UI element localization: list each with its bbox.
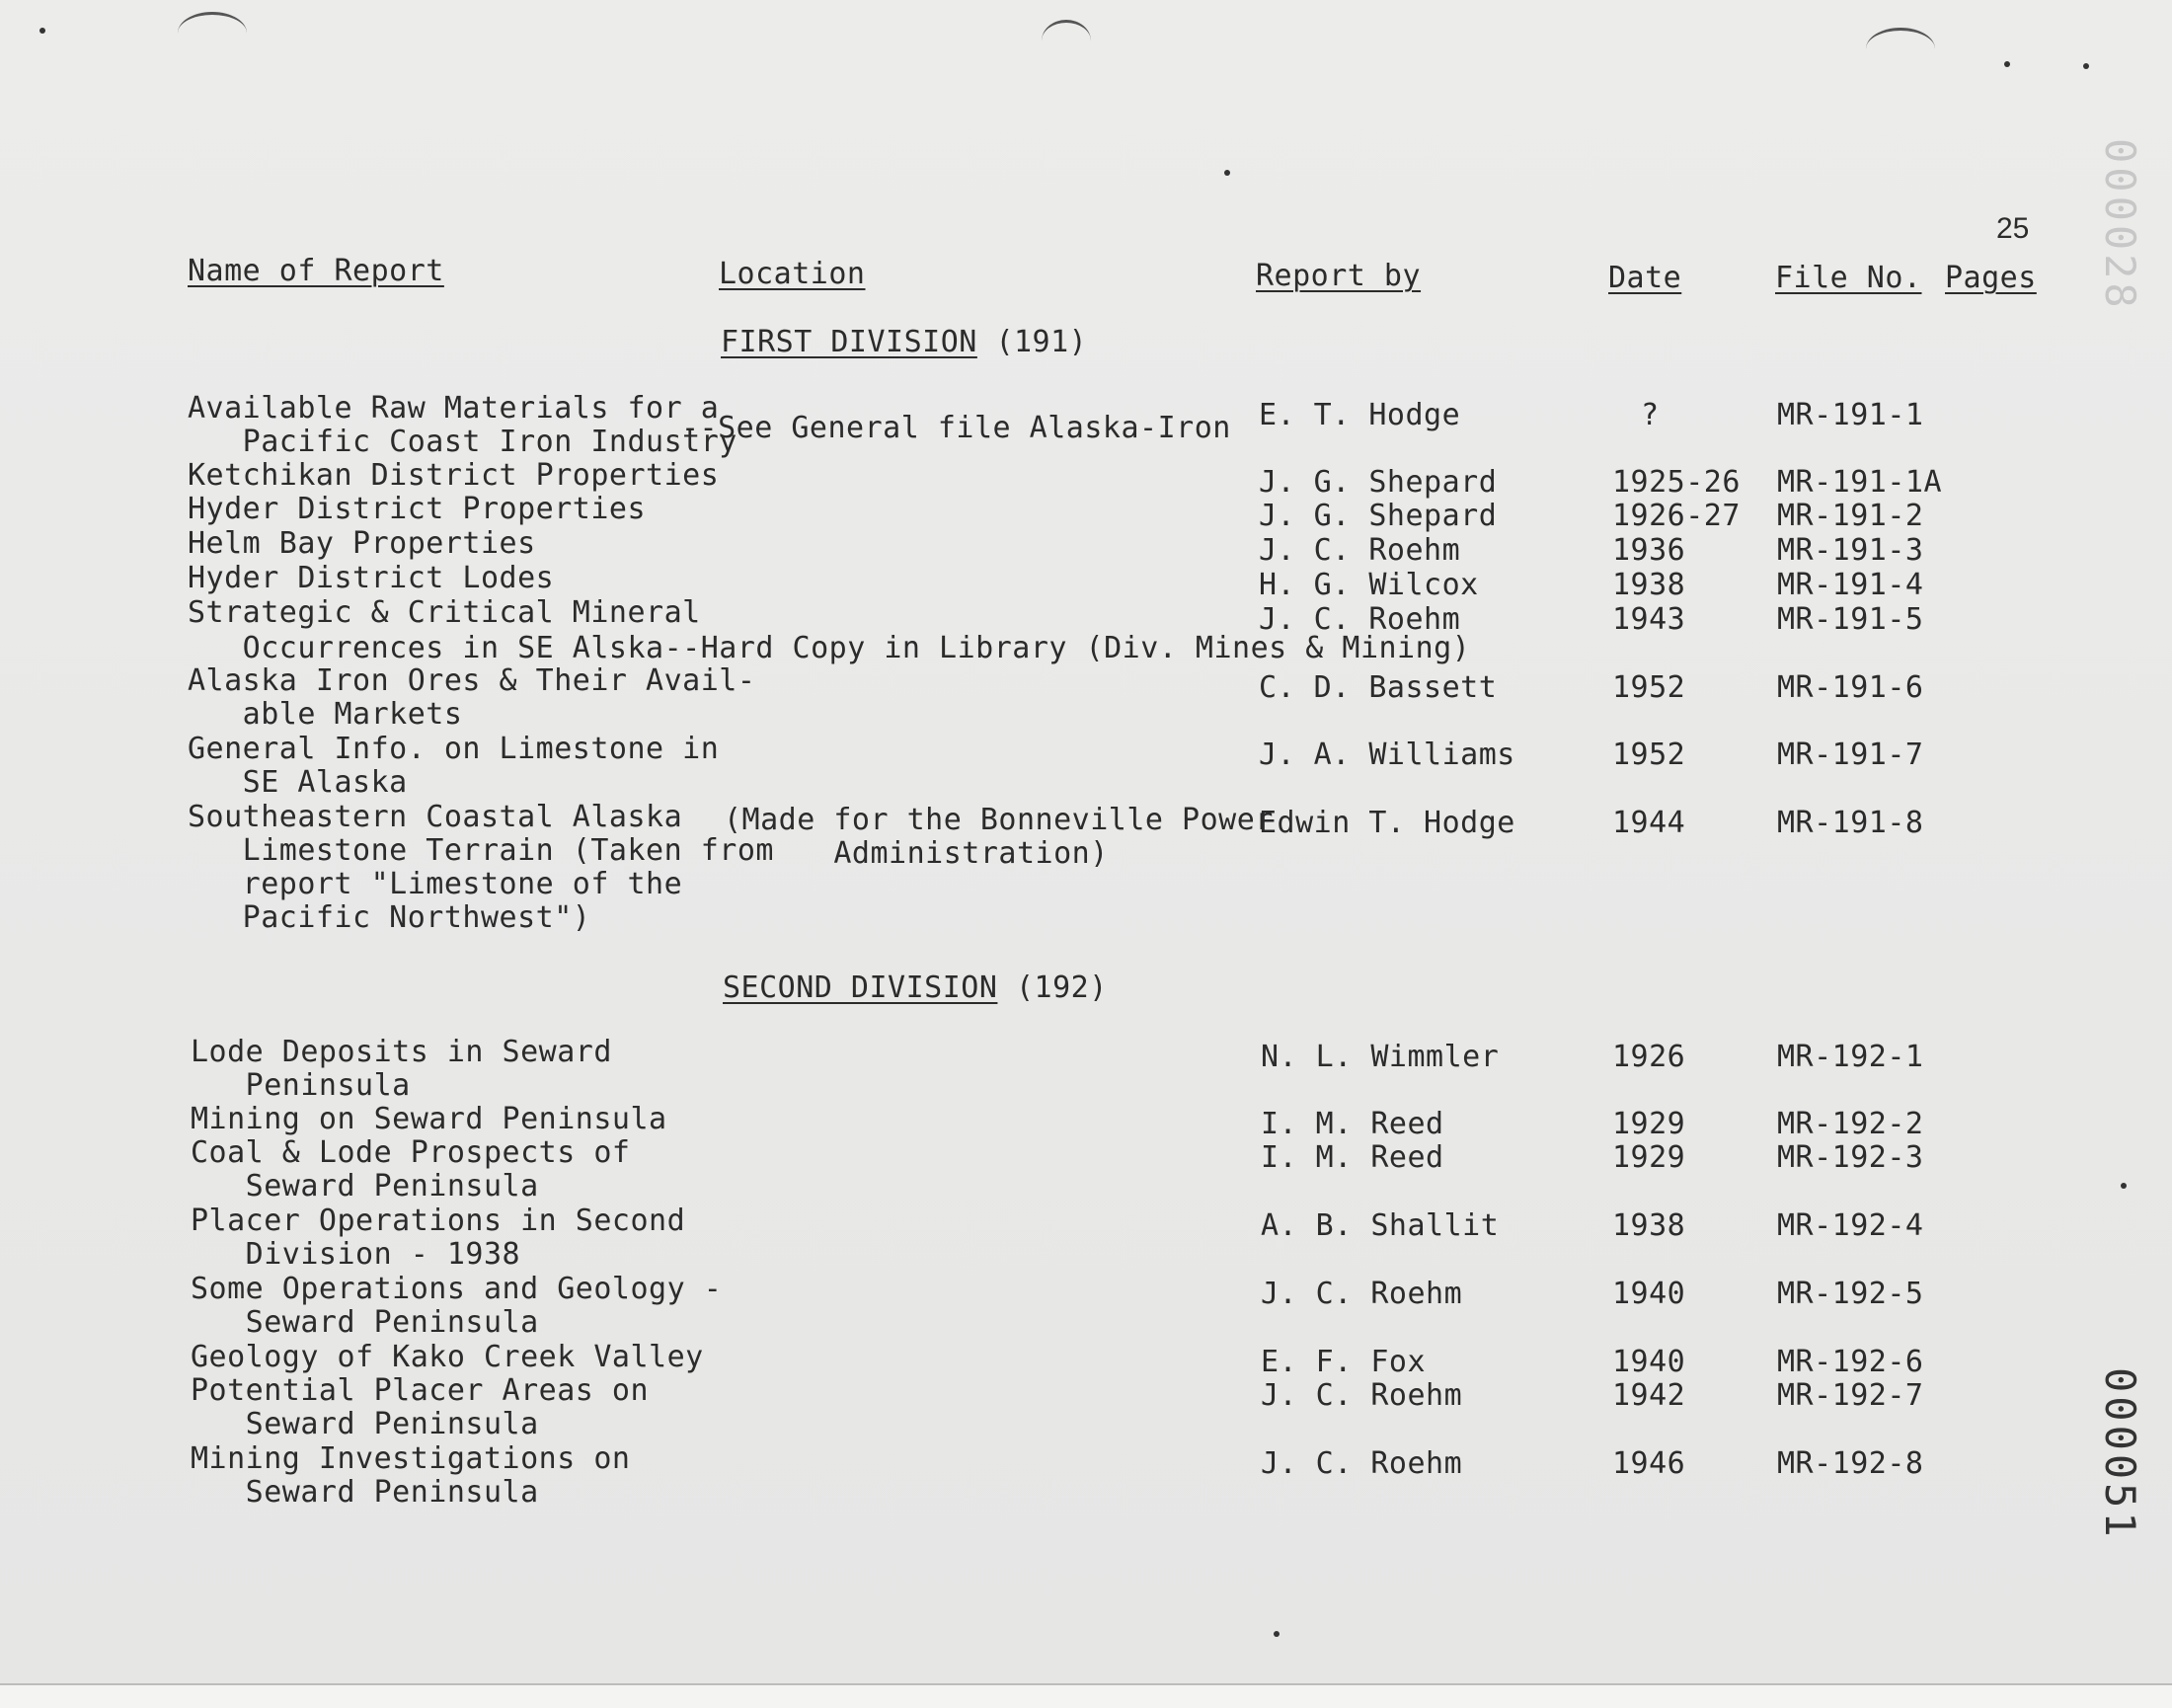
page-bottom-edge xyxy=(0,1683,2172,1708)
header-report-by: Report by xyxy=(1256,259,1422,293)
report-name: Strategic & Critical Mineral xyxy=(188,595,701,630)
report-date: 1940 xyxy=(1612,1345,1686,1379)
report-file-no: MR-192-6 xyxy=(1777,1345,1924,1379)
report-file-no: MR-191-5 xyxy=(1777,602,1924,637)
speck xyxy=(39,28,45,34)
report-date: 1942 xyxy=(1612,1378,1686,1413)
speck xyxy=(2083,63,2089,69)
report-name: Southeastern Coastal Alaska xyxy=(188,800,683,834)
speck xyxy=(1274,1631,1280,1637)
report-name: Division - 1938 xyxy=(191,1237,521,1272)
report-name: Occurrences in SE Alska--Hard Copy in Library (Div. Mines & Mining) xyxy=(188,631,1471,665)
report-file-no: MR-192-7 xyxy=(1777,1378,1924,1413)
report-name: Helm Bay Properties xyxy=(188,526,536,561)
report-author: A. B. Shallit xyxy=(1261,1208,1500,1243)
report-file-no: MR-192-8 xyxy=(1777,1446,1924,1481)
report-file-no: MR-191-2 xyxy=(1777,499,1924,533)
report-author: C. D. Bassett xyxy=(1259,670,1498,705)
report-name: Available Raw Materials for a xyxy=(188,391,720,426)
report-name: report "Limestone of the xyxy=(188,867,683,901)
speck xyxy=(2121,1183,2127,1189)
speck xyxy=(1224,170,1230,176)
division-code: (192) xyxy=(1016,970,1108,1005)
division-title: SECOND DIVISION xyxy=(723,970,998,1005)
report-name: SE Alaska xyxy=(188,765,408,800)
report-author: J. A. Williams xyxy=(1259,738,1515,772)
punch-hole-center xyxy=(1042,20,1091,62)
report-author: J. G. Shepard xyxy=(1259,499,1498,533)
report-file-no: MR-191-7 xyxy=(1777,738,1924,772)
report-file-no: MR-191-8 xyxy=(1777,806,1924,840)
report-file-no: MR-192-1 xyxy=(1777,1040,1924,1074)
report-author: J. C. Roehm xyxy=(1261,1378,1463,1413)
report-name: Peninsula xyxy=(191,1068,411,1103)
header-name-of-report: Name of Report xyxy=(188,254,444,288)
report-name: Mining on Seward Peninsula xyxy=(191,1102,667,1136)
report-name: Lode Deposits in Seward xyxy=(191,1035,612,1069)
report-name: Mining Investigations on xyxy=(191,1441,631,1476)
report-name: Ketchikan District Properties xyxy=(188,458,720,493)
report-author: J. C. Roehm xyxy=(1259,602,1461,637)
report-author: E. F. Fox xyxy=(1261,1345,1427,1379)
division-heading-second xyxy=(723,971,1108,1005)
report-date: 1944 xyxy=(1612,806,1686,840)
report-file-no: MR-191-1 xyxy=(1777,398,1924,432)
header-location: Location xyxy=(719,257,866,291)
report-date: 1929 xyxy=(1612,1107,1686,1141)
report-name: Hyder District Lodes xyxy=(188,561,555,595)
report-author: I. M. Reed xyxy=(1261,1140,1444,1175)
report-author: J. C. Roehm xyxy=(1261,1277,1463,1311)
header-file-no: File No. xyxy=(1775,261,1922,295)
report-file-no: MR-192-2 xyxy=(1777,1107,1924,1141)
report-name: able Markets xyxy=(188,697,463,732)
report-name: Placer Operations in Second xyxy=(191,1203,686,1238)
report-name: Pacific Coast Iron Industry xyxy=(188,425,737,459)
report-name: Alaska Iron Ores & Their Avail- xyxy=(188,663,756,698)
report-name: Geology of Kako Creek Valley xyxy=(191,1340,704,1374)
report-date: 1938 xyxy=(1612,1208,1686,1243)
report-date: 1952 xyxy=(1612,738,1686,772)
report-location: (Made for the Bonneville Power xyxy=(724,803,1274,837)
punch-hole-right xyxy=(1866,28,1935,70)
bates-stamp: 000051 xyxy=(2096,1367,2144,1541)
report-name: Seward Peninsula xyxy=(191,1305,539,1340)
division-heading-first xyxy=(721,326,1087,359)
report-date: 1938 xyxy=(1612,568,1686,602)
page-number: 25 xyxy=(1996,212,2030,245)
speck xyxy=(2004,61,2010,67)
faint-side-stamp: 000028 xyxy=(2096,138,2144,312)
report-date: 1946 xyxy=(1612,1446,1686,1481)
report-date: 1925-26 xyxy=(1612,465,1741,500)
report-date: 1926-27 xyxy=(1612,499,1741,533)
report-author: N. L. Wimmler xyxy=(1261,1040,1500,1074)
report-name: Pacific Northwest") xyxy=(188,900,591,935)
report-name: Seward Peninsula xyxy=(191,1407,539,1441)
report-author: H. G. Wilcox xyxy=(1259,568,1479,602)
report-date: 1940 xyxy=(1612,1277,1686,1311)
report-author: J. G. Shepard xyxy=(1259,465,1498,500)
report-name: Coal & Lode Prospects of xyxy=(191,1135,631,1170)
report-date: 1929 xyxy=(1612,1140,1686,1175)
report-file-no: MR-191-1A xyxy=(1777,465,1943,500)
report-author: J. C. Roehm xyxy=(1259,533,1461,568)
report-location: --See General file Alaska-Iron xyxy=(681,411,1231,445)
header-pages: Pages xyxy=(1945,261,2037,295)
report-date: ? xyxy=(1641,398,1660,432)
report-file-no: MR-192-3 xyxy=(1777,1140,1924,1175)
report-name: Some Operations and Geology - xyxy=(191,1272,723,1306)
report-date: 1926 xyxy=(1612,1040,1686,1074)
report-name: Seward Peninsula xyxy=(191,1475,539,1510)
report-file-no: MR-191-3 xyxy=(1777,533,1924,568)
punch-hole-left xyxy=(178,12,247,54)
report-date: 1943 xyxy=(1612,602,1686,637)
report-author: J. C. Roehm xyxy=(1261,1446,1463,1481)
header-date: Date xyxy=(1608,261,1682,295)
report-file-no: MR-192-5 xyxy=(1777,1277,1924,1311)
report-name: Potential Placer Areas on xyxy=(191,1373,650,1408)
division-code: (191) xyxy=(995,325,1088,359)
division-title: FIRST DIVISION xyxy=(721,325,977,359)
report-name: Seward Peninsula xyxy=(191,1169,539,1203)
report-file-no: MR-191-6 xyxy=(1777,670,1924,705)
report-author: I. M. Reed xyxy=(1261,1107,1444,1141)
report-location: Administration) xyxy=(724,836,1109,871)
report-date: 1936 xyxy=(1612,533,1686,568)
report-name: General Info. on Limestone in xyxy=(188,732,720,766)
report-author: E. T. Hodge xyxy=(1259,398,1461,432)
report-name: Hyder District Properties xyxy=(188,492,647,526)
report-name: Limestone Terrain (Taken from xyxy=(188,833,774,868)
report-date: 1952 xyxy=(1612,670,1686,705)
report-file-no: MR-192-4 xyxy=(1777,1208,1924,1243)
report-author: Edwin T. Hodge xyxy=(1259,806,1515,840)
report-file-no: MR-191-4 xyxy=(1777,568,1924,602)
